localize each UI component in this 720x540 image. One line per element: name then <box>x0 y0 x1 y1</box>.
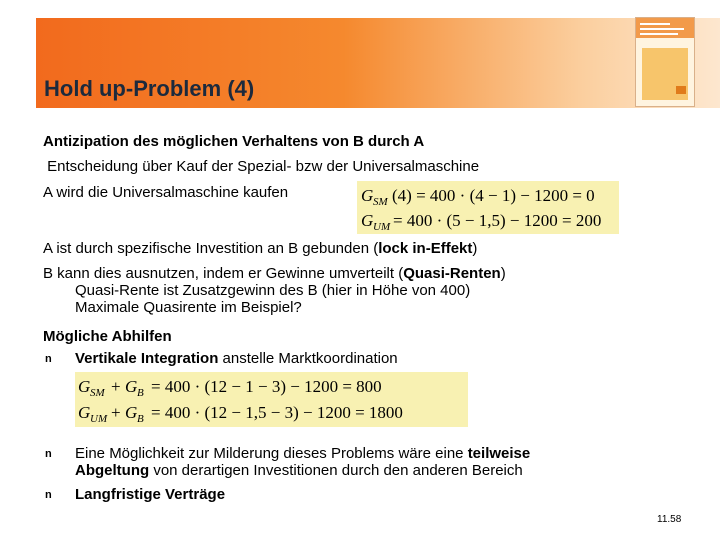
formula-4-plus: + <box>111 403 121 422</box>
line-quasi-rent: B kann dies ausnutzen, indem er Gewinne umverteilt (Quasi-Renten) <box>43 265 506 282</box>
formula-4-sub2: B <box>137 413 144 425</box>
heading-remedies: Mögliche Abhilfen <box>43 328 172 345</box>
line-a-buys: A wird die Universalmaschine kaufen <box>43 184 289 201</box>
formula-2-sub: UM <box>373 221 391 233</box>
formula-svg-1 <box>357 181 619 234</box>
formula-4-rhs: = 400 · (12 − 1,5 − 3) − 1200 = 1800 <box>151 403 403 422</box>
line-lockin: A ist durch spezifische Investition an B gebunden (lock in-Effekt) <box>43 240 478 257</box>
formula-1-rhs: (4) = 400 · (4 − 1) − 1200 = 0 <box>392 186 595 205</box>
formula-1-sub: SM <box>373 196 388 208</box>
formula-svg-2 <box>75 372 468 427</box>
book-cover-image <box>635 17 695 107</box>
bullet-marker: n <box>45 353 52 365</box>
bullet-marker: n <box>45 489 52 501</box>
page-number: 11.58 <box>657 514 682 525</box>
formula-block-2 <box>75 372 468 427</box>
formula-3-rhs: = 400 · (12 − 1 − 3) − 1200 = 800 <box>151 377 382 396</box>
formula-4-sub1: UM <box>90 413 108 425</box>
bullet-vertical-integration: Vertikale Integration anstelle Marktkoordination <box>75 350 398 367</box>
formula-3-plus: + <box>111 377 121 396</box>
formula-1-lhs: G <box>361 186 374 205</box>
bullet-mitigation-line2: Abgeltung von derartigen Investitionen durch den anderen Bereich <box>75 462 523 479</box>
formula-4-g1: G <box>78 403 91 422</box>
formula-3-g2: G <box>125 377 138 396</box>
bullet-mitigation-line1: Eine Möglichkeit zur Milderung dieses Problems wäre eine teilweise <box>75 445 531 462</box>
line-decision: Entscheidung über Kauf der Spezial- bzw der Universalmaschine <box>43 158 480 175</box>
formula-2-rhs: = 400 · (5 − 1,5) − 1200 = 200 <box>393 211 602 230</box>
quasi-renten-term: Quasi-Renten <box>403 265 501 282</box>
formula-block-1 <box>357 181 619 234</box>
formula-3-sub1: SM <box>90 387 105 399</box>
bullet-long-term-contracts: Langfristige Verträge <box>75 486 226 503</box>
formula-3-sub2: B <box>137 387 144 399</box>
line-quasi-rent-definition: Quasi-Rente ist Zusatzgewinn des B (hier in Höhe von 400) <box>75 282 471 299</box>
line-max-quasi-rent: Maximale Quasirente im Beispiel? <box>75 299 302 316</box>
lock-in-term: lock in-Effekt <box>378 240 473 257</box>
slide-title: Hold up-Problem (4) <box>44 76 255 101</box>
line-anticipation: Antizipation des möglichen Verhaltens von B durch A <box>43 133 425 150</box>
formula-2-lhs: G <box>361 211 374 230</box>
formula-4-g2: G <box>125 403 138 422</box>
formula-3-g1: G <box>78 377 91 396</box>
bullet-marker: n <box>45 448 52 460</box>
